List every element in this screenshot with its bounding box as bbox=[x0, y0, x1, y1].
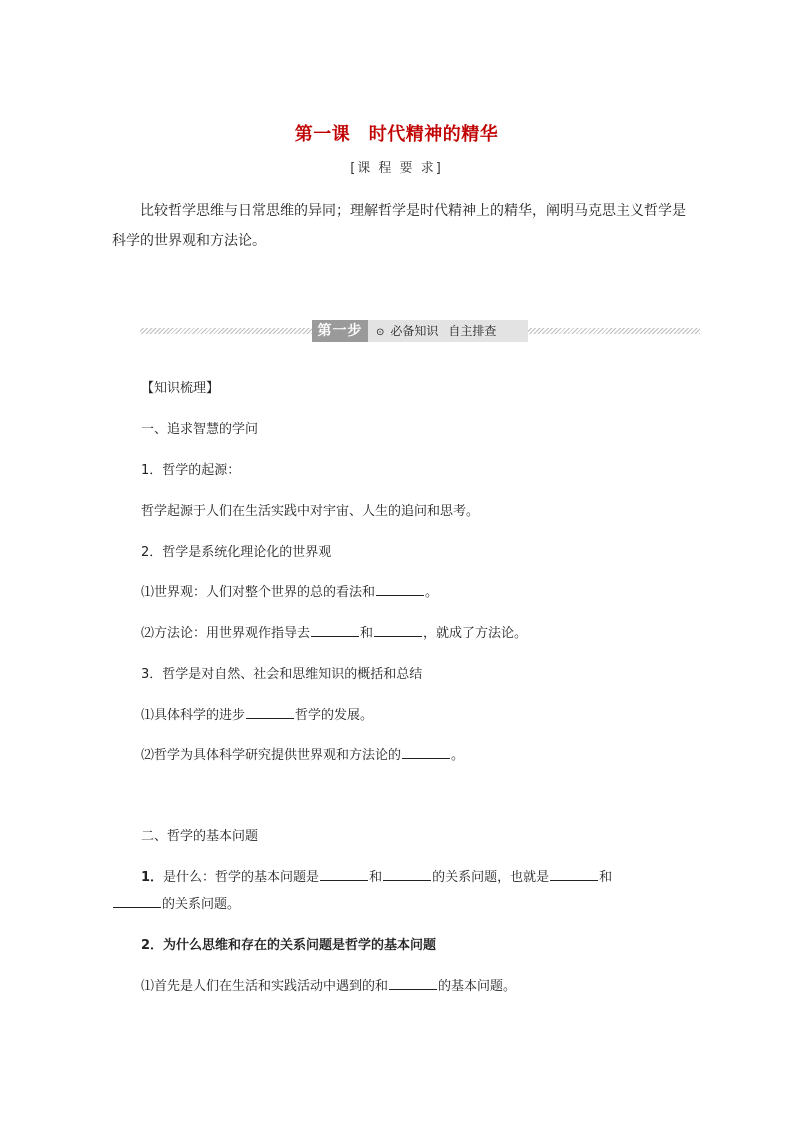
fill-blank bbox=[389, 988, 437, 990]
fill-blank bbox=[383, 879, 431, 881]
sec1-item2: 2．哲学是系统化理论化的世界观 bbox=[141, 545, 332, 560]
step-banner bbox=[140, 320, 700, 342]
fill-blank bbox=[374, 635, 422, 637]
fill-blank bbox=[311, 635, 359, 637]
section1-heading: 一、追求智慧的学问 bbox=[141, 422, 259, 437]
section2-heading: 二、哲学的基本问题 bbox=[141, 829, 259, 844]
banner-hatch-right bbox=[528, 328, 700, 334]
fill-blank bbox=[246, 717, 294, 719]
sec2-item2: 2．为什么思维和存在的关系问题是哲学的基本问题 bbox=[141, 938, 437, 953]
sec1-item3-1: ⑴具体科学的进步 哲学的发展。 bbox=[141, 708, 374, 723]
sec2-item2-1: ⑴首先是人们在生活和实践活动中遇到的和 的基本问题。 bbox=[141, 979, 517, 994]
sec2-item1-cont: 的关系问题。 bbox=[112, 893, 240, 912]
course-requirements-heading: [课 程 要 求] bbox=[350, 161, 443, 176]
sec1-item3-2: ⑵哲学为具体科学研究提供世界观和方法论的 。 bbox=[141, 748, 465, 763]
sec1-item2-1: ⑴世界观：人们对整个世界的总的看法和 。 bbox=[141, 585, 439, 600]
fill-blank bbox=[550, 879, 598, 881]
lesson-title: 第一课 时代精神的精华 bbox=[294, 124, 499, 145]
fill-blank bbox=[402, 757, 450, 759]
banner-step-label: 第一步 bbox=[312, 320, 368, 342]
course-requirements-text: 比较哲学思维与日常思维的异同；理解哲学是时代精神上的精华，阐明马克思主义哲学是科学的世界观和方法论。 bbox=[112, 203, 686, 249]
fill-blank bbox=[320, 879, 368, 881]
banner-part1: 必备知识 bbox=[390, 324, 439, 338]
sec1-item1-text: 哲学起源于人们在生活实践中对宇宙、人生的追问和思考。 bbox=[141, 504, 480, 519]
fill-blank bbox=[376, 594, 424, 596]
sec2-item1: 1．是什么：哲学的基本问题是 和 的关系问题，也就是 和 bbox=[141, 870, 613, 885]
target-bullet-icon: ⊙ bbox=[376, 327, 385, 338]
sec1-item2-2: ⑵方法论：用世界观作指导去 和 ，就成了方法论。 bbox=[141, 626, 528, 641]
sec1-item3: 3．哲学是对自然、社会和思维知识的概括和总结 bbox=[141, 667, 423, 682]
banner-part2: 自主排查 bbox=[448, 324, 497, 338]
section-tag: 【知识梳理】 bbox=[141, 381, 220, 396]
sec1-item1: 1．哲学的起源： bbox=[141, 463, 241, 478]
fill-blank bbox=[113, 906, 161, 908]
banner-description bbox=[368, 320, 528, 342]
banner-hatch-left bbox=[140, 328, 312, 334]
